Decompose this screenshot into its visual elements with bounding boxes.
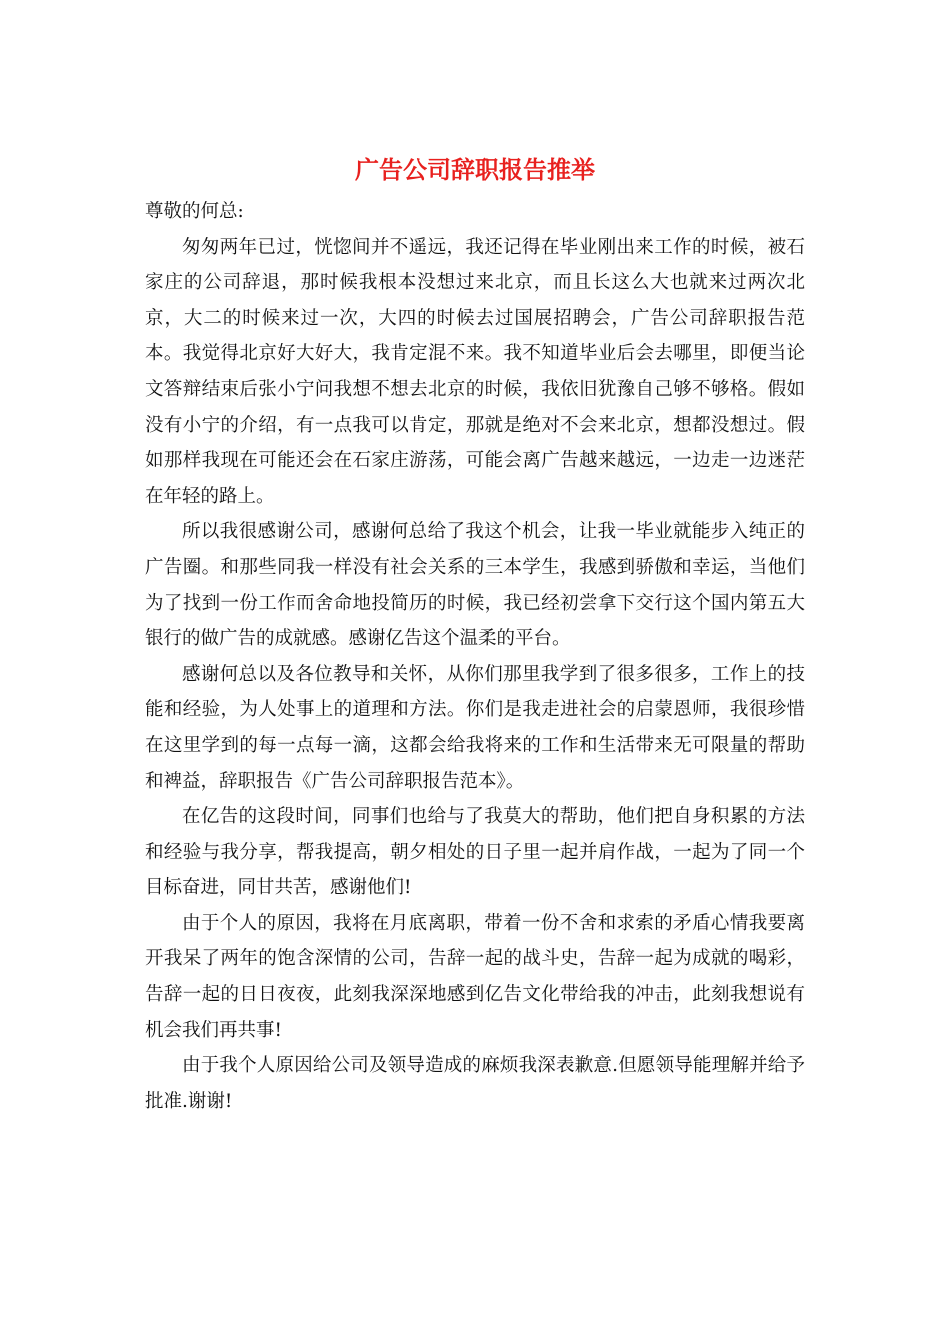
paragraph: 感谢何总以及各位教导和关怀，从你们那里我学到了很多很多，工作上的技能和经验，为人处事上的道理和方法。你们是我走进社会的启蒙恩师，我很珍惜在这里学到的每一点每一滴，这都会给我将来的工作和生活带来无可限量的帮助和裨益，辞职报告《广告公司辞职报告范本》。	[145, 663, 805, 792]
document-body	[145, 194, 805, 1119]
paragraph: 所以我很感谢公司，感谢何总给了我这个机会，让我一毕业就能步入纯正的广告圈。和那些同我一样没有社会关系的三本学生，我感到骄傲和幸运，当他们为了找到一份工作而舍命地投简历的时候，我已经初尝拿下交行这个国内第五大银行的做广告的成就感。感谢亿告这个温柔的平台。	[145, 521, 805, 650]
salutation: 尊敬的何总:	[145, 201, 244, 222]
paragraph: 由于个人的原因，我将在月底离职，带着一份不舍和求索的矛盾心情我要离开我呆了两年的饱含深情的公司，告辞一起的战斗史，告辞一起为成就的喝彩，告辞一起的日日夜夜，此刻我深深地感到亿告文化带给我的冲击，此刻我想说有机会我们再共事!	[145, 912, 805, 1041]
paragraph: 匆匆两年已过，恍惚间并不遥远，我还记得在毕业刚出来工作的时候，被石家庄的公司辞退，那时候我根本没想过来北京，而且长这么大也就来过两次北京，大二的时候来过一次，大四的时候去过国展招聘会，广告公司辞职报告范本。我觉得北京好大好大，我肯定混不来。我不知道毕业后会去哪里，即便当论文答辩结束后张小宁问我想不想去北京的时候，我依旧犹豫自己够不够格。假如没有小宁的介绍，有一点我可以肯定，那就是绝对不会来北京，想都没想过。假如那样我现在可能还会在石家庄游荡，可能会离广告越来越远，一边走一边迷茫在年轻的路上。	[145, 236, 805, 507]
paragraph: 在亿告的这段时间，同事们也给与了我莫大的帮助，他们把自身积累的方法和经验与我分享，帮我提高，朝夕相处的日子里一起并肩作战，一起为了同一个目标奋进，同甘共苦，感谢他们!	[145, 806, 805, 899]
paragraph: 由于我个人原因给公司及领导造成的麻烦我深表歉意.但愿领导能理解并给予批准.谢谢!	[145, 1055, 805, 1112]
document-title: 广告公司辞职报告推举	[355, 155, 595, 184]
